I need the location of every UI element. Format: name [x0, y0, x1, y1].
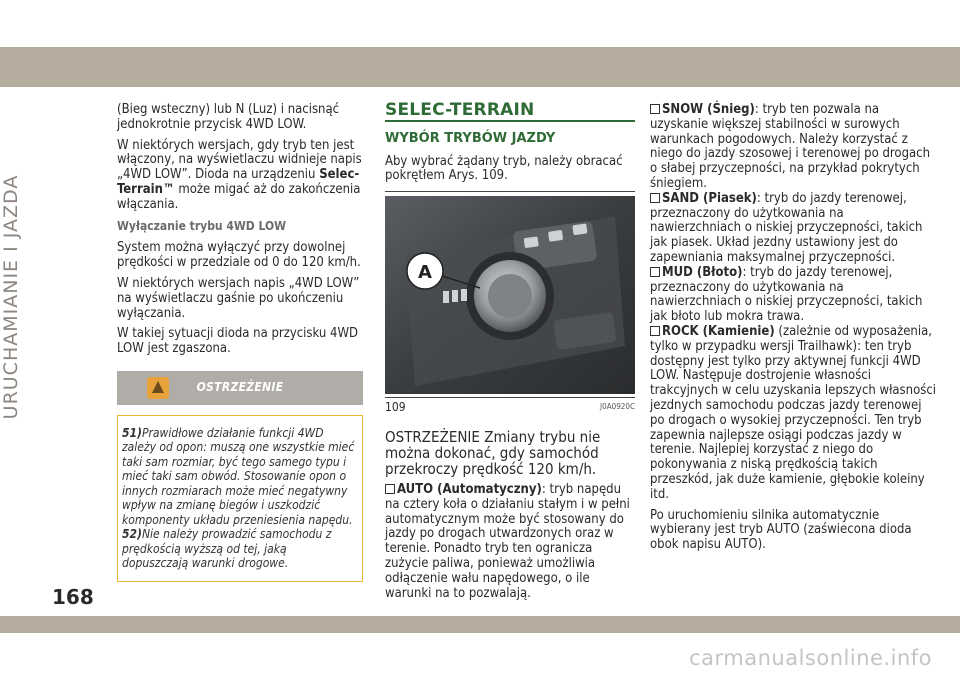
mode-label: SAND (Piasek) — [662, 190, 757, 206]
page-number: 168 — [52, 585, 94, 609]
side-section-title — [0, 97, 22, 497]
mode-label: AUTO (Automatyczny) — [397, 481, 542, 497]
mode-sand — [650, 192, 938, 266]
checkbox-icon — [385, 484, 395, 494]
figure-label-a: A — [418, 262, 432, 284]
checkbox-icon — [650, 326, 660, 336]
mode-label: MUD (Błoto) — [662, 264, 743, 280]
warning-number: 52) — [122, 527, 142, 542]
mode-rock — [650, 325, 938, 503]
mode-description: : tryb do jazdy terenowej, przeznaczony do użytkowania na nawierzchniach o niskiej przyczepności, takich jak piasek. Układ jezdny ustawiony jest do zapewniania maksymalnej przyczepności. — [650, 190, 923, 265]
paragraph — [117, 139, 367, 213]
warning-number: 51) — [122, 425, 142, 440]
mode-label: SNOW (Śnieg) — [662, 102, 755, 117]
paragraph: (Bieg wsteczny) lub N (Luz) i nacisnąć jednokrotnie przycisk 4WD LOW. — [117, 102, 340, 132]
warning-title: OSTRZEŻENIE — [196, 379, 284, 394]
heading-rule — [385, 120, 635, 122]
text-span: W niektórych wersjach, gdy tryb ten jest włączony, na wyświetlaczu widnieje napis „4WD LOW”. Dioda na urządzeniu — [117, 137, 362, 183]
column-left — [117, 103, 367, 582]
knob-illustration — [385, 196, 635, 394]
figure-rule — [385, 397, 635, 398]
mode-description: : tryb ten pozwala na uzyskanie większej stabilności w surowych warunkach pogodowych. Należy korzystać z niego do jazdy szosowej i terenowej po drogach o słabej przyczepności, na przykład pokrytych śniegiem. — [650, 102, 931, 191]
selec-terrain-term: Selec-Terrain™ — [117, 167, 360, 197]
section-title-text: URUCHAMIANIE I JAZDA — [0, 174, 22, 420]
warning-text: Prawidłowe działanie funkcji 4WD zależy od opon: muszą one wszystkie mieć taki sam rozmiar, być tego samego typu i mieć taki sam obwód. Stosowanie opon o innych rozmiarach może mieć negatywny wpływ na zmianę biegów i uszkodzić komponenty układu przeniesienia napędu. — [122, 425, 355, 527]
figure-number: 109 — [385, 400, 406, 415]
warning-header — [117, 371, 363, 405]
figure-caption — [385, 400, 635, 415]
warning-text: Nie należy prowadzić samochodu z prędkością wyższą od tej, jaką dopuszczają warunki drogowe. — [122, 527, 332, 571]
warning-box — [117, 415, 363, 582]
paragraph: Aby wybrać żądany tryb, należy obracać pokrętłem Arys. 109. — [385, 153, 623, 184]
figure-rule — [385, 191, 635, 192]
mode-description: : tryb napędu na cztery koła o działaniu stałym i w pełni automatycznym może być stosowany do jazdy po drogach utwardzonych oraz w terenie. Ponadto tryb ten ogranicza zużycie paliwa, ponieważ umożliwia odłączenie wału napędowego, o ile warunki na to pozwalają. — [385, 481, 630, 601]
mode-mud — [650, 266, 938, 325]
mode-description: (zależnie od wyposażenia, tylko w przypadku wersji Trailhawk): ten tryb dostępny jest tylko przy aktywnej funkcji 4WD LOW. Następuje dostrojenie własności trakcyjnych w celu uzyskania lepszych własności jezdnych samochodu podczas jazdy terenowej po drogach o wysokiej przyczepności. Ten tryb zapewnia najlepsze osiągi podczas jazdy w terenie. Najlepiej korzystać z niego do pokonywania z niską prędkością takich przeszkód, jak duże kamienie, głębokie koleiny itd. — [650, 323, 936, 502]
section-subheading: WYBÓR TRYBÓW JAZDY — [385, 130, 556, 146]
column-right — [650, 103, 938, 559]
warning-item — [122, 426, 356, 528]
figure-code: J0A0920C — [600, 402, 635, 412]
mode-description: : tryb do jazdy terenowej, przeznaczony do użytkowania na nawierzchniach o niskiej przyczepności, takich jak błoto lub mokra trawa. — [650, 264, 923, 325]
section-heading: SELEC-TERRAIN — [385, 100, 535, 120]
figure-selec-terrain-knob — [385, 196, 635, 394]
text-span: może migać aż do zakończenia włączania. — [117, 181, 361, 212]
mode-label: ROCK (Kamienie) — [662, 323, 775, 339]
header-band — [0, 47, 960, 87]
checkbox-icon — [650, 104, 660, 114]
warning-item — [122, 527, 356, 571]
mode-auto — [385, 483, 635, 601]
footer-watermark: carmanualsonline.info — [689, 646, 932, 670]
footer-band — [0, 616, 960, 633]
speed-warning: OSTRZEŻENIE Zmiany trybu nie można dokonać, gdy samochód przekroczy prędkość 120 km/h. — [385, 427, 601, 478]
paragraph: Po uruchomieniu silnika automatycznie wybierany jest tryb AUTO (zaświecona dioda obok napisu AUTO). — [650, 507, 912, 553]
mode-snow — [650, 103, 938, 192]
column-middle — [385, 100, 635, 607]
checkbox-icon — [650, 193, 660, 203]
paragraph: W niektórych wersjach napis „4WD LOW” na wyświetlaczu gaśnie po ukończeniu wyłączania. — [117, 275, 360, 321]
paragraph: System można wyłączyć przy dowolnej prędkości w przedziale od 0 do 120 km/h. — [117, 240, 361, 271]
checkbox-icon — [650, 267, 660, 277]
subheading-4wd-low-off: Wyłączanie trybu 4WD LOW — [117, 218, 287, 233]
paragraph: W takiej sytuacji dioda na przycisku 4WD LOW jest zgaszona. — [117, 326, 359, 357]
